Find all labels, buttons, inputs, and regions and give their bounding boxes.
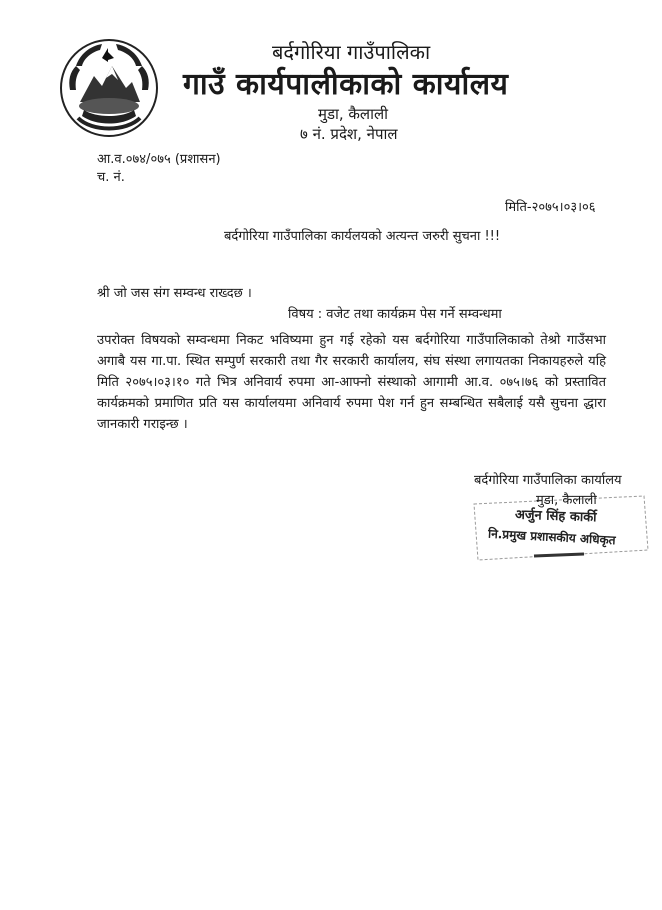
signature-office: बर्दगोरिया गाउँपालिका कार्यालय xyxy=(474,473,622,488)
salutation: श्री जो जस संग सम्वन्ध राख्दछ । xyxy=(97,286,252,301)
dispatch-number: च. नं. xyxy=(97,170,125,185)
office-title: गाउँ कार्यपालीकाको कार्यालय xyxy=(183,67,509,102)
notice-heading: बर्दगोरिया गाउँपालिका कार्यलयको अत्यन्त जरुरी सुचना !!! xyxy=(224,229,501,244)
signature-address: मुडा, कैलाली xyxy=(536,493,597,508)
subject-line: विषय : वजेट तथा कार्यक्रम पेस गर्ने सम्वन्धमा xyxy=(288,307,502,322)
letter-body: उपरोक्त विषयको सम्वन्धमा निकट भविष्यमा हुन गई रहेको यस बर्दगोरिया गाउँपालिकाको तेश्रो गाउँसभा अगाबै यस गा.पा. स्थित सम्पुर्ण सरकारी तथा गैर सरकारी कार्यालय, संघ संस्था लगायतका निकायहरुले यहि मिति २०७५।०३।१० गते भित्र अनिवार्य रुपमा आ-आफ्नो संस्थाको आगामी आ.व. ०७५।७६ को प्रस्तावित कार्यक्रमको प्रमाणित प्रति यस कार्यालयमा अनिवार्य रुपमा पेश गर्न हुन सम्बन्धित सबैलाई यसै सुचना द्धारा जानकारी गराइन्छ । xyxy=(97,333,606,432)
address-line-1: मुडा, कैलाली xyxy=(318,105,389,123)
address-line-2: ७ नं. प्रदेश, नेपाल xyxy=(300,125,398,143)
municipality-name: बर्दगोरिया गाउँपालिका xyxy=(272,40,431,64)
stamp-officer-title: नि.प्रमुख प्रशासकीय अधिकृत xyxy=(487,526,616,548)
nepal-government-emblem-icon xyxy=(56,36,162,140)
stamp-officer-name: अर्जुन सिंह कार्की xyxy=(514,507,597,526)
fiscal-year-reference: आ.व.०७४/०७५ (प्रशासन) xyxy=(97,152,221,167)
letter-date: मिति-२०७५।०३।०६ xyxy=(505,200,596,215)
